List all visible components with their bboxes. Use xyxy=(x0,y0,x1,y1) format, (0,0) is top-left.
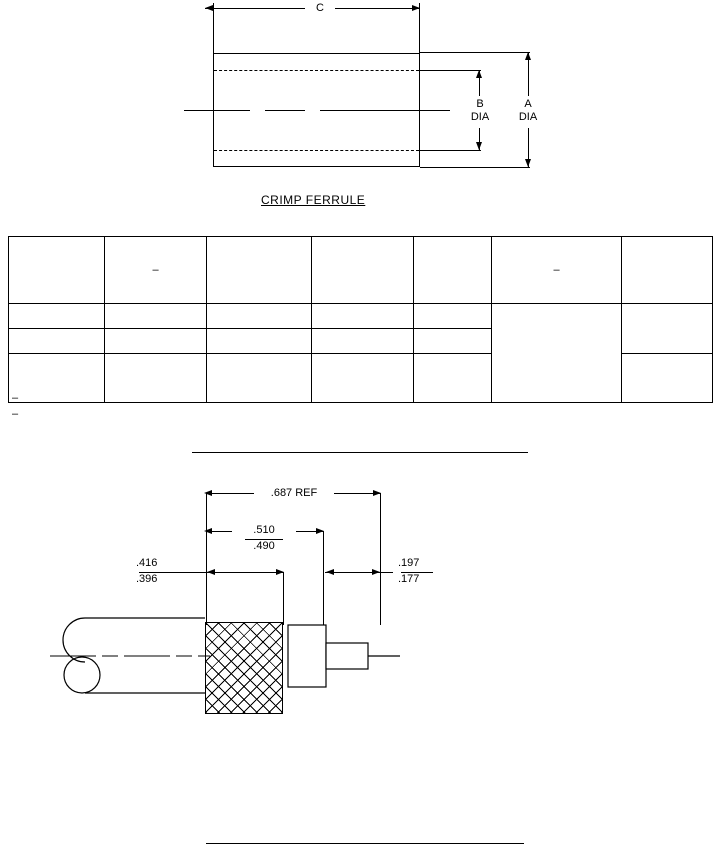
table-cell xyxy=(9,304,105,329)
dim-416-arrow-left xyxy=(207,569,215,575)
table-row xyxy=(9,237,713,304)
table-cell xyxy=(414,237,492,304)
table-cell xyxy=(207,237,312,304)
table-cell xyxy=(414,304,492,329)
table-cell xyxy=(312,304,414,329)
dim-a-sublabel: DIA xyxy=(518,111,538,123)
crimp-ferrule-title: CRIMP FERRULE xyxy=(261,193,366,207)
table-cell xyxy=(414,329,492,354)
table-cell xyxy=(9,329,105,354)
table-cell xyxy=(312,237,414,304)
table-cell: – xyxy=(105,237,207,304)
table-cell xyxy=(622,354,713,403)
table-cell xyxy=(312,329,414,354)
dim-c-arrow-left xyxy=(205,5,213,11)
table-cell xyxy=(105,354,207,403)
centerline-mid xyxy=(265,110,305,111)
dim-a-ext-bottom xyxy=(420,167,530,168)
dim-197-min-label: .177 xyxy=(398,573,420,585)
table-cell xyxy=(9,237,105,304)
table-cell xyxy=(207,329,312,354)
dim-b-sublabel: DIA xyxy=(470,111,490,123)
dim-197-arrow-left xyxy=(326,569,334,575)
dim-b-arrow-up xyxy=(476,70,482,78)
dim-a-label: A xyxy=(524,98,532,110)
connector-assembly-drawing xyxy=(0,455,720,851)
table-cell: – xyxy=(492,237,622,304)
dim-197-line xyxy=(325,572,393,573)
knurled-crimp-sleeve xyxy=(205,622,283,714)
table-cell xyxy=(312,354,414,403)
dim-a-ext-top xyxy=(420,52,530,53)
dim-416-min-label: .396 xyxy=(136,573,158,585)
section-divider-bottom xyxy=(206,843,524,844)
dim-c-ext-left xyxy=(213,3,214,53)
table-cell xyxy=(622,237,713,304)
spec-table xyxy=(8,236,713,403)
dim-a-arrow-up xyxy=(525,52,531,60)
dim-c-ext-right xyxy=(419,3,420,53)
dim-510-min-label: .490 xyxy=(253,540,275,552)
dim-416-line xyxy=(209,572,283,573)
bore-dash-top xyxy=(214,70,419,71)
table-row xyxy=(9,304,713,329)
dim-197-arrow-right xyxy=(372,569,380,575)
crimp-ferrule-drawing xyxy=(0,0,720,215)
dim-c-label: C xyxy=(316,2,324,14)
dim-510-max-label: .510 xyxy=(253,524,275,536)
table-cell-merged xyxy=(622,304,713,354)
dim-416-leader xyxy=(171,572,209,573)
bore-dash-bottom xyxy=(214,150,419,151)
dim-b-ext-bottom xyxy=(419,150,481,151)
dim-b-label: B xyxy=(476,98,484,110)
table-note-line-1: – xyxy=(12,392,19,404)
table-cell xyxy=(414,354,492,403)
dim-b-arrow-down xyxy=(476,142,482,150)
table-cell-merged xyxy=(492,304,622,403)
table-cell xyxy=(105,329,207,354)
table-cell xyxy=(207,304,312,329)
dim-b-ext-top xyxy=(419,70,481,71)
table-cell xyxy=(105,304,207,329)
dim-510-arrow-left xyxy=(204,528,212,534)
table-note-line-2: – xyxy=(12,408,19,420)
centerline-left xyxy=(184,110,250,111)
dim-a-arrow-down xyxy=(525,159,531,167)
dim-687-label: .687 REF xyxy=(270,487,318,499)
section-divider-top xyxy=(192,452,528,453)
dim-416-max-label: .416 xyxy=(136,557,158,569)
table-cell xyxy=(9,354,105,403)
table-cell xyxy=(207,354,312,403)
centerline-right xyxy=(320,110,450,111)
dim-197-max-label: .197 xyxy=(398,557,420,569)
